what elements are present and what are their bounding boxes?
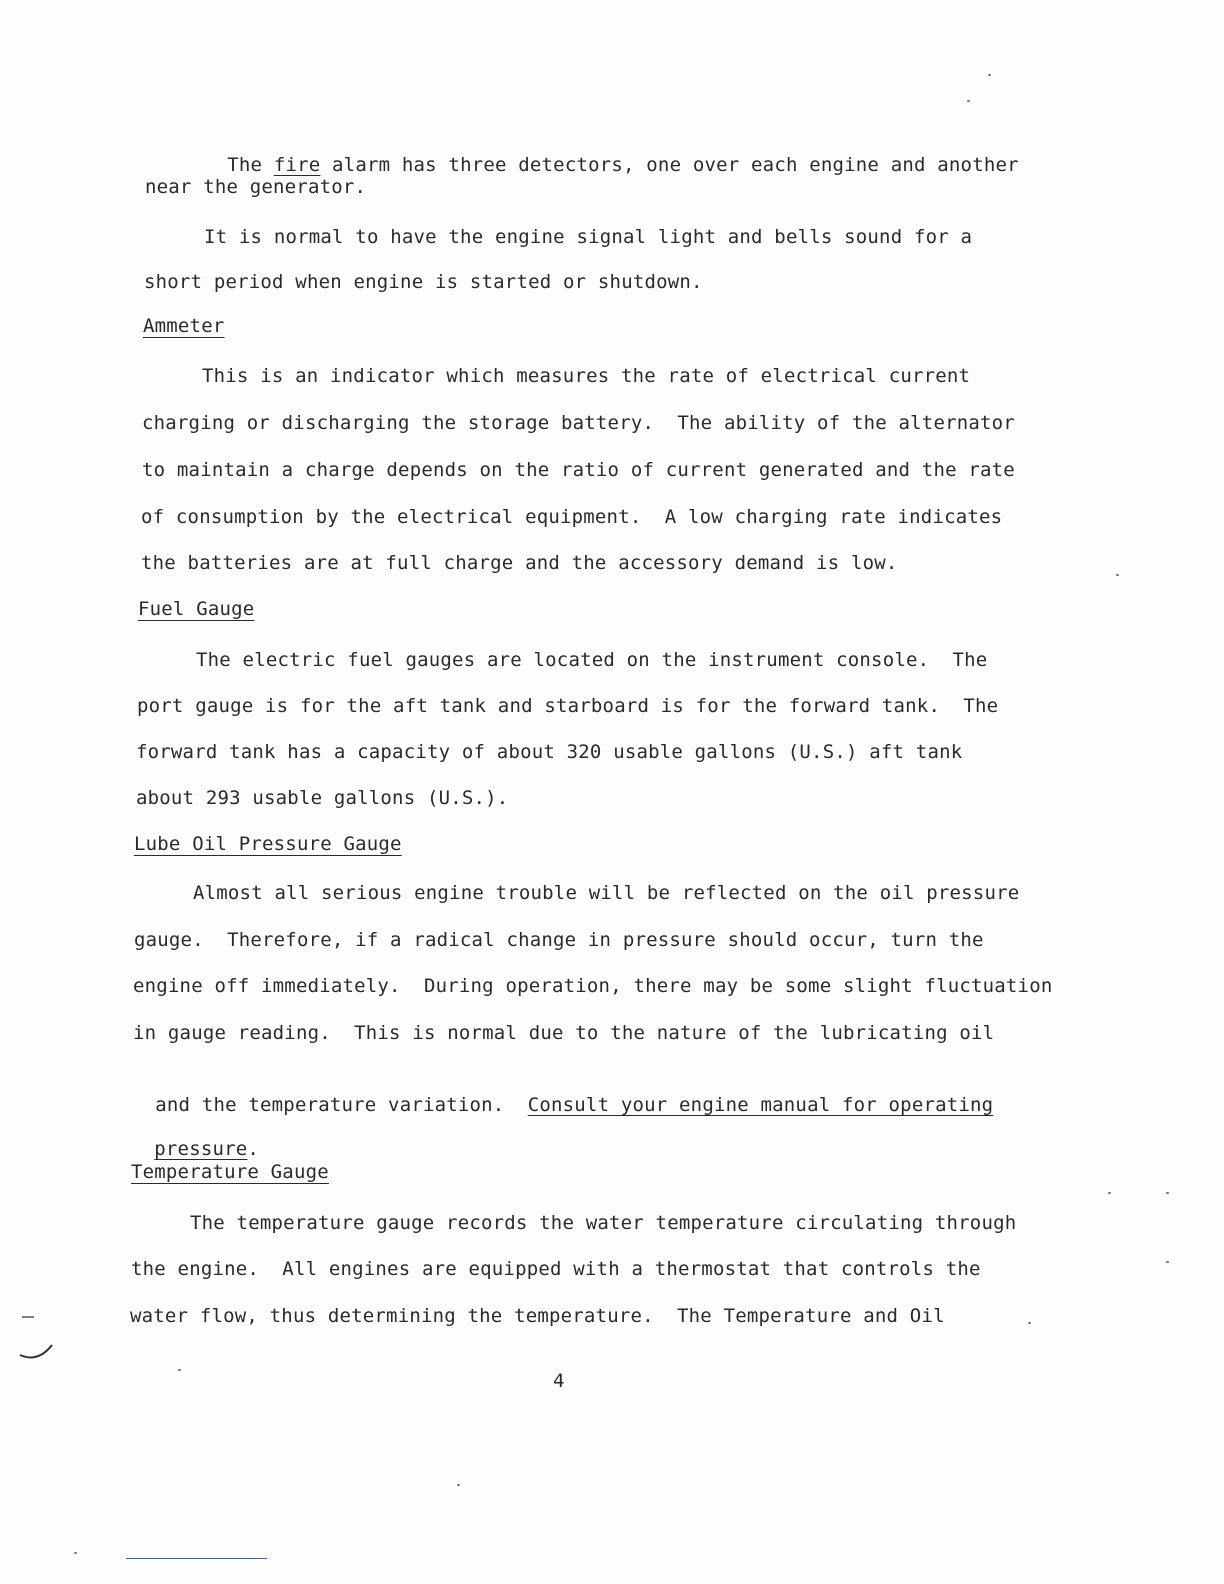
temperature-line-1: The temperature gauge records the water temperature circulating through	[190, 1212, 1017, 1234]
page-number: 4	[553, 1370, 565, 1392]
ammeter-heading: Ammeter	[143, 315, 225, 337]
text-fragment: and the temperature variation.	[155, 1094, 528, 1116]
bottom-rule	[126, 1558, 267, 1559]
ammeter-line-1: This is an indicator which measures the rate of electrical current	[202, 365, 971, 387]
lube-oil-heading: Lube Oil Pressure Gauge	[134, 833, 402, 855]
temperature-line-2: the engine. All engines are equipped with a thermostat that controls the	[131, 1258, 981, 1280]
scan-speck	[967, 100, 970, 102]
temperature-gauge-heading: Temperature Gauge	[131, 1161, 329, 1183]
scan-speck	[74, 1552, 77, 1554]
fuel-line-3: forward tank has a capacity of about 320 usable gallons (U.S.) aft tank	[136, 741, 963, 763]
engine-signal-line-2: short period when engine is started or shutdown.	[144, 271, 703, 293]
text-fragment: .	[247, 1138, 260, 1160]
text-fragment: The	[227, 154, 274, 176]
scan-speck	[1166, 1261, 1169, 1263]
oil-line-3: engine off immediately. During operation, there may be some slight fluctuation	[133, 975, 1053, 997]
fuel-line-2: port gauge is for the aft tank and starboard is for the forward tank. The	[137, 695, 999, 717]
ammeter-line-5: the batteries are at full charge and the accessory demand is low.	[141, 552, 898, 574]
oil-line-1: Almost all serious engine trouble will be reflected on the oil pressure	[193, 882, 1020, 904]
oil-line-2: gauge. Therefore, if a radical change in pressure should occur, turn the	[134, 929, 984, 951]
engine-signal-line-1: It is normal to have the engine signal light and bells sound for a	[204, 226, 973, 248]
scan-speck	[1108, 1192, 1111, 1194]
fire-underlined-word: fire	[273, 154, 321, 176]
fuel-gauge-heading: Fuel Gauge	[138, 598, 255, 620]
oil-line-6	[131, 1113, 259, 1161]
scan-speck	[1028, 1322, 1031, 1324]
scan-speck	[988, 74, 991, 76]
ammeter-line-3: to maintain a charge depends on the ratio of current generated and the rate	[142, 459, 1015, 481]
scan-speck	[1166, 1192, 1169, 1194]
temperature-line-3: water flow, thus determining the temperature. The Temperature and Oil	[130, 1305, 945, 1327]
oil-line-4: in gauge reading. This is normal due to the nature of the lubricating oil	[133, 1022, 995, 1044]
pressure-underlined: pressure	[154, 1138, 248, 1160]
consult-manual-underlined: Consult your engine manual for operating	[527, 1094, 994, 1116]
ammeter-line-4: of consumption by the electrical equipment. A low charging rate indicates	[141, 506, 1003, 528]
fire-alarm-line-2: near the generator.	[145, 176, 367, 198]
scan-speck	[1116, 574, 1119, 576]
fuel-line-1: The electric fuel gauges are located on the instrument console. The	[196, 649, 988, 671]
fire-alarm-line-1	[204, 129, 1019, 177]
scan-speck	[178, 1369, 181, 1371]
text-fragment: alarm has three detectors, one over each engine and another	[320, 154, 1019, 176]
margin-mark	[18, 1305, 58, 1365]
scan-speck	[457, 1484, 460, 1486]
ammeter-line-2: charging or discharging the storage battery. The ability of the alternator	[142, 412, 1015, 434]
oil-line-5	[132, 1069, 993, 1117]
fuel-line-4: about 293 usable gallons (U.S.).	[136, 787, 509, 809]
